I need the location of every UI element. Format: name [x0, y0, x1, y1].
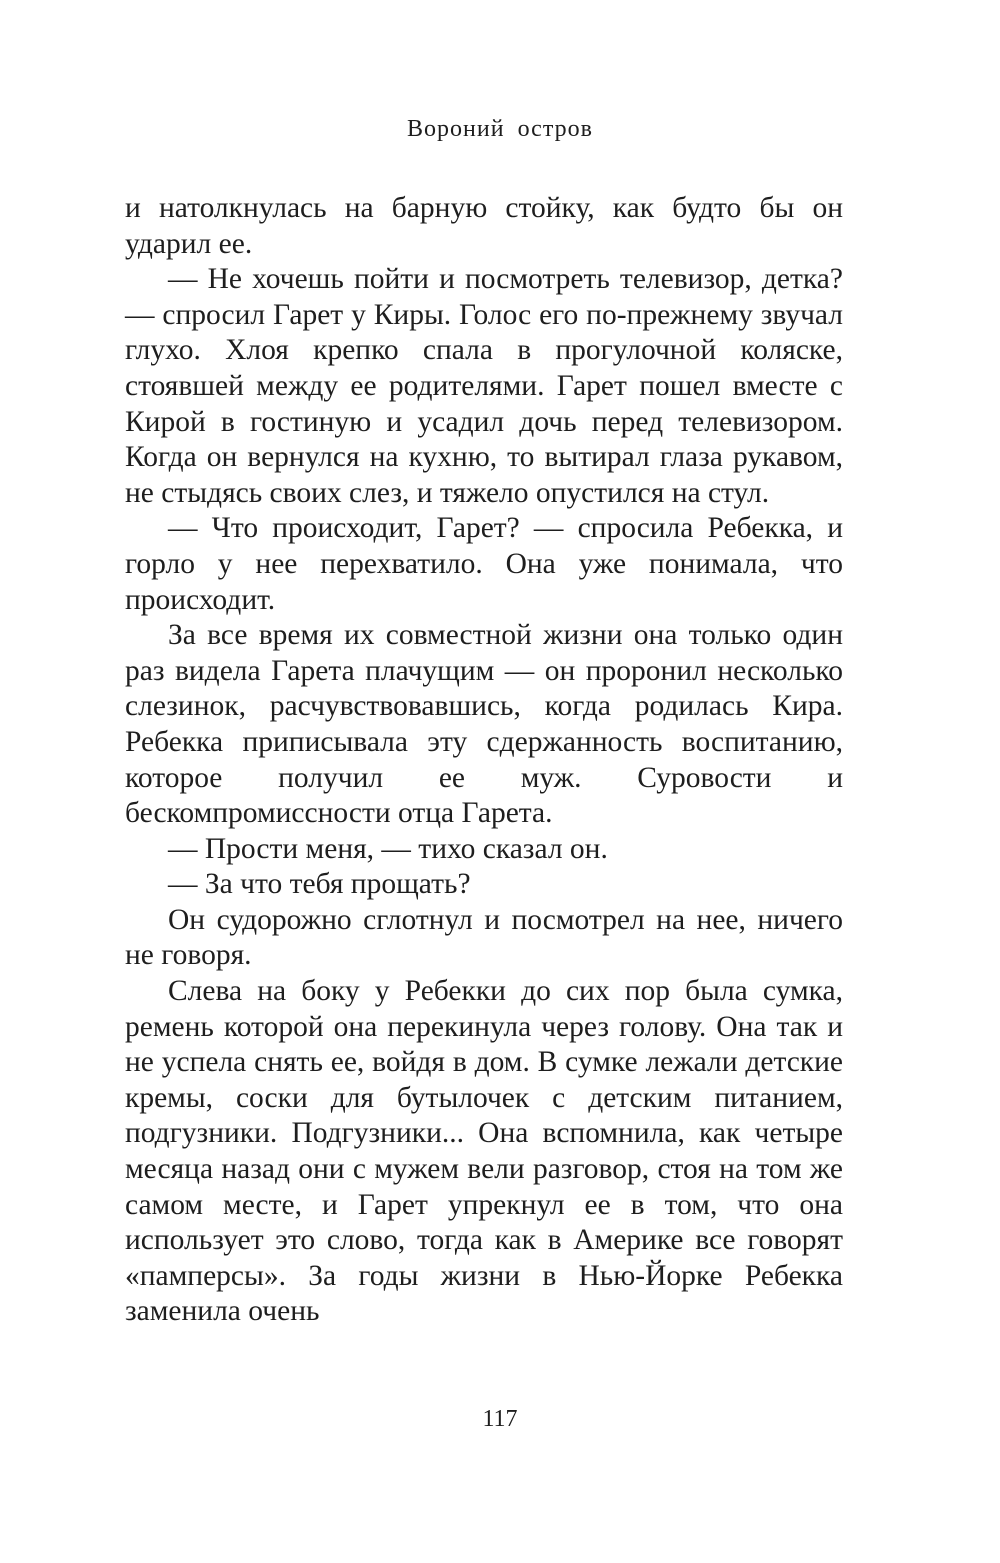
- paragraph: и натолкнулась на барную стойку, как будто бы он ударил ее.: [125, 192, 843, 260]
- paragraph: — Прости меня, — тихо сказал он.: [168, 832, 608, 865]
- paragraph: Он судорожно сглотнул и посмотрел на нее, ничего не говоря.: [125, 903, 843, 972]
- body-text: [125, 191, 843, 1330]
- paragraph: — Что происходит, Гарет? — спросила Ребекка, и горло у нее перехватило. Она уже понимала, что происходит.: [125, 512, 843, 616]
- paragraph: За все время их совместной жизни она только один раз видела Гарета плачущим — он проронил несколько слезинок, расчувствовавшись, когда родилась Кира. Ребекка приписывала эту сдержанность воспитанию, которое получил ее муж. Суровости и бескомпромиссности отца Гарета.: [125, 619, 843, 830]
- paragraph: Слева на боку у Ребекки до сих пор была сумка, ремень которой она перекинула через голову. Она так и не успела снять ее, войдя в дом. В сумке лежали детские кремы, соски для бутылочек с детским питанием, подгузники. Подгузники... Она вспомнила, как четыре месяца назад они с мужем вели разговор, стоя на том же самом месте, и Гарет упрекнул ее в том, что она использует это слово, тогда как в Америке все говорят «памперсы». За годы жизни в Нью-Йорке Ребекка заменила очень: [125, 975, 843, 1328]
- running-head-title: Вороний остров: [407, 116, 593, 142]
- page-number: 117: [482, 1406, 518, 1432]
- paragraph: — За что тебя прощать?: [168, 868, 471, 901]
- paragraph: — Не хочешь пойти и посмотреть телевизор, детка? — спросил Гарет у Киры. Голос его по-прежнему звучал глухо. Хлоя крепко спала в прогулочной коляске, стоявшей между ее родителями. Гарет пошел вместе с Кирой в гостиную и усадил дочь перед телевизором. Когда он вернулся на кухню, то вытирал глаза рукавом, не стыдясь своих слез, и тяжело опустился на стул.: [125, 263, 843, 509]
